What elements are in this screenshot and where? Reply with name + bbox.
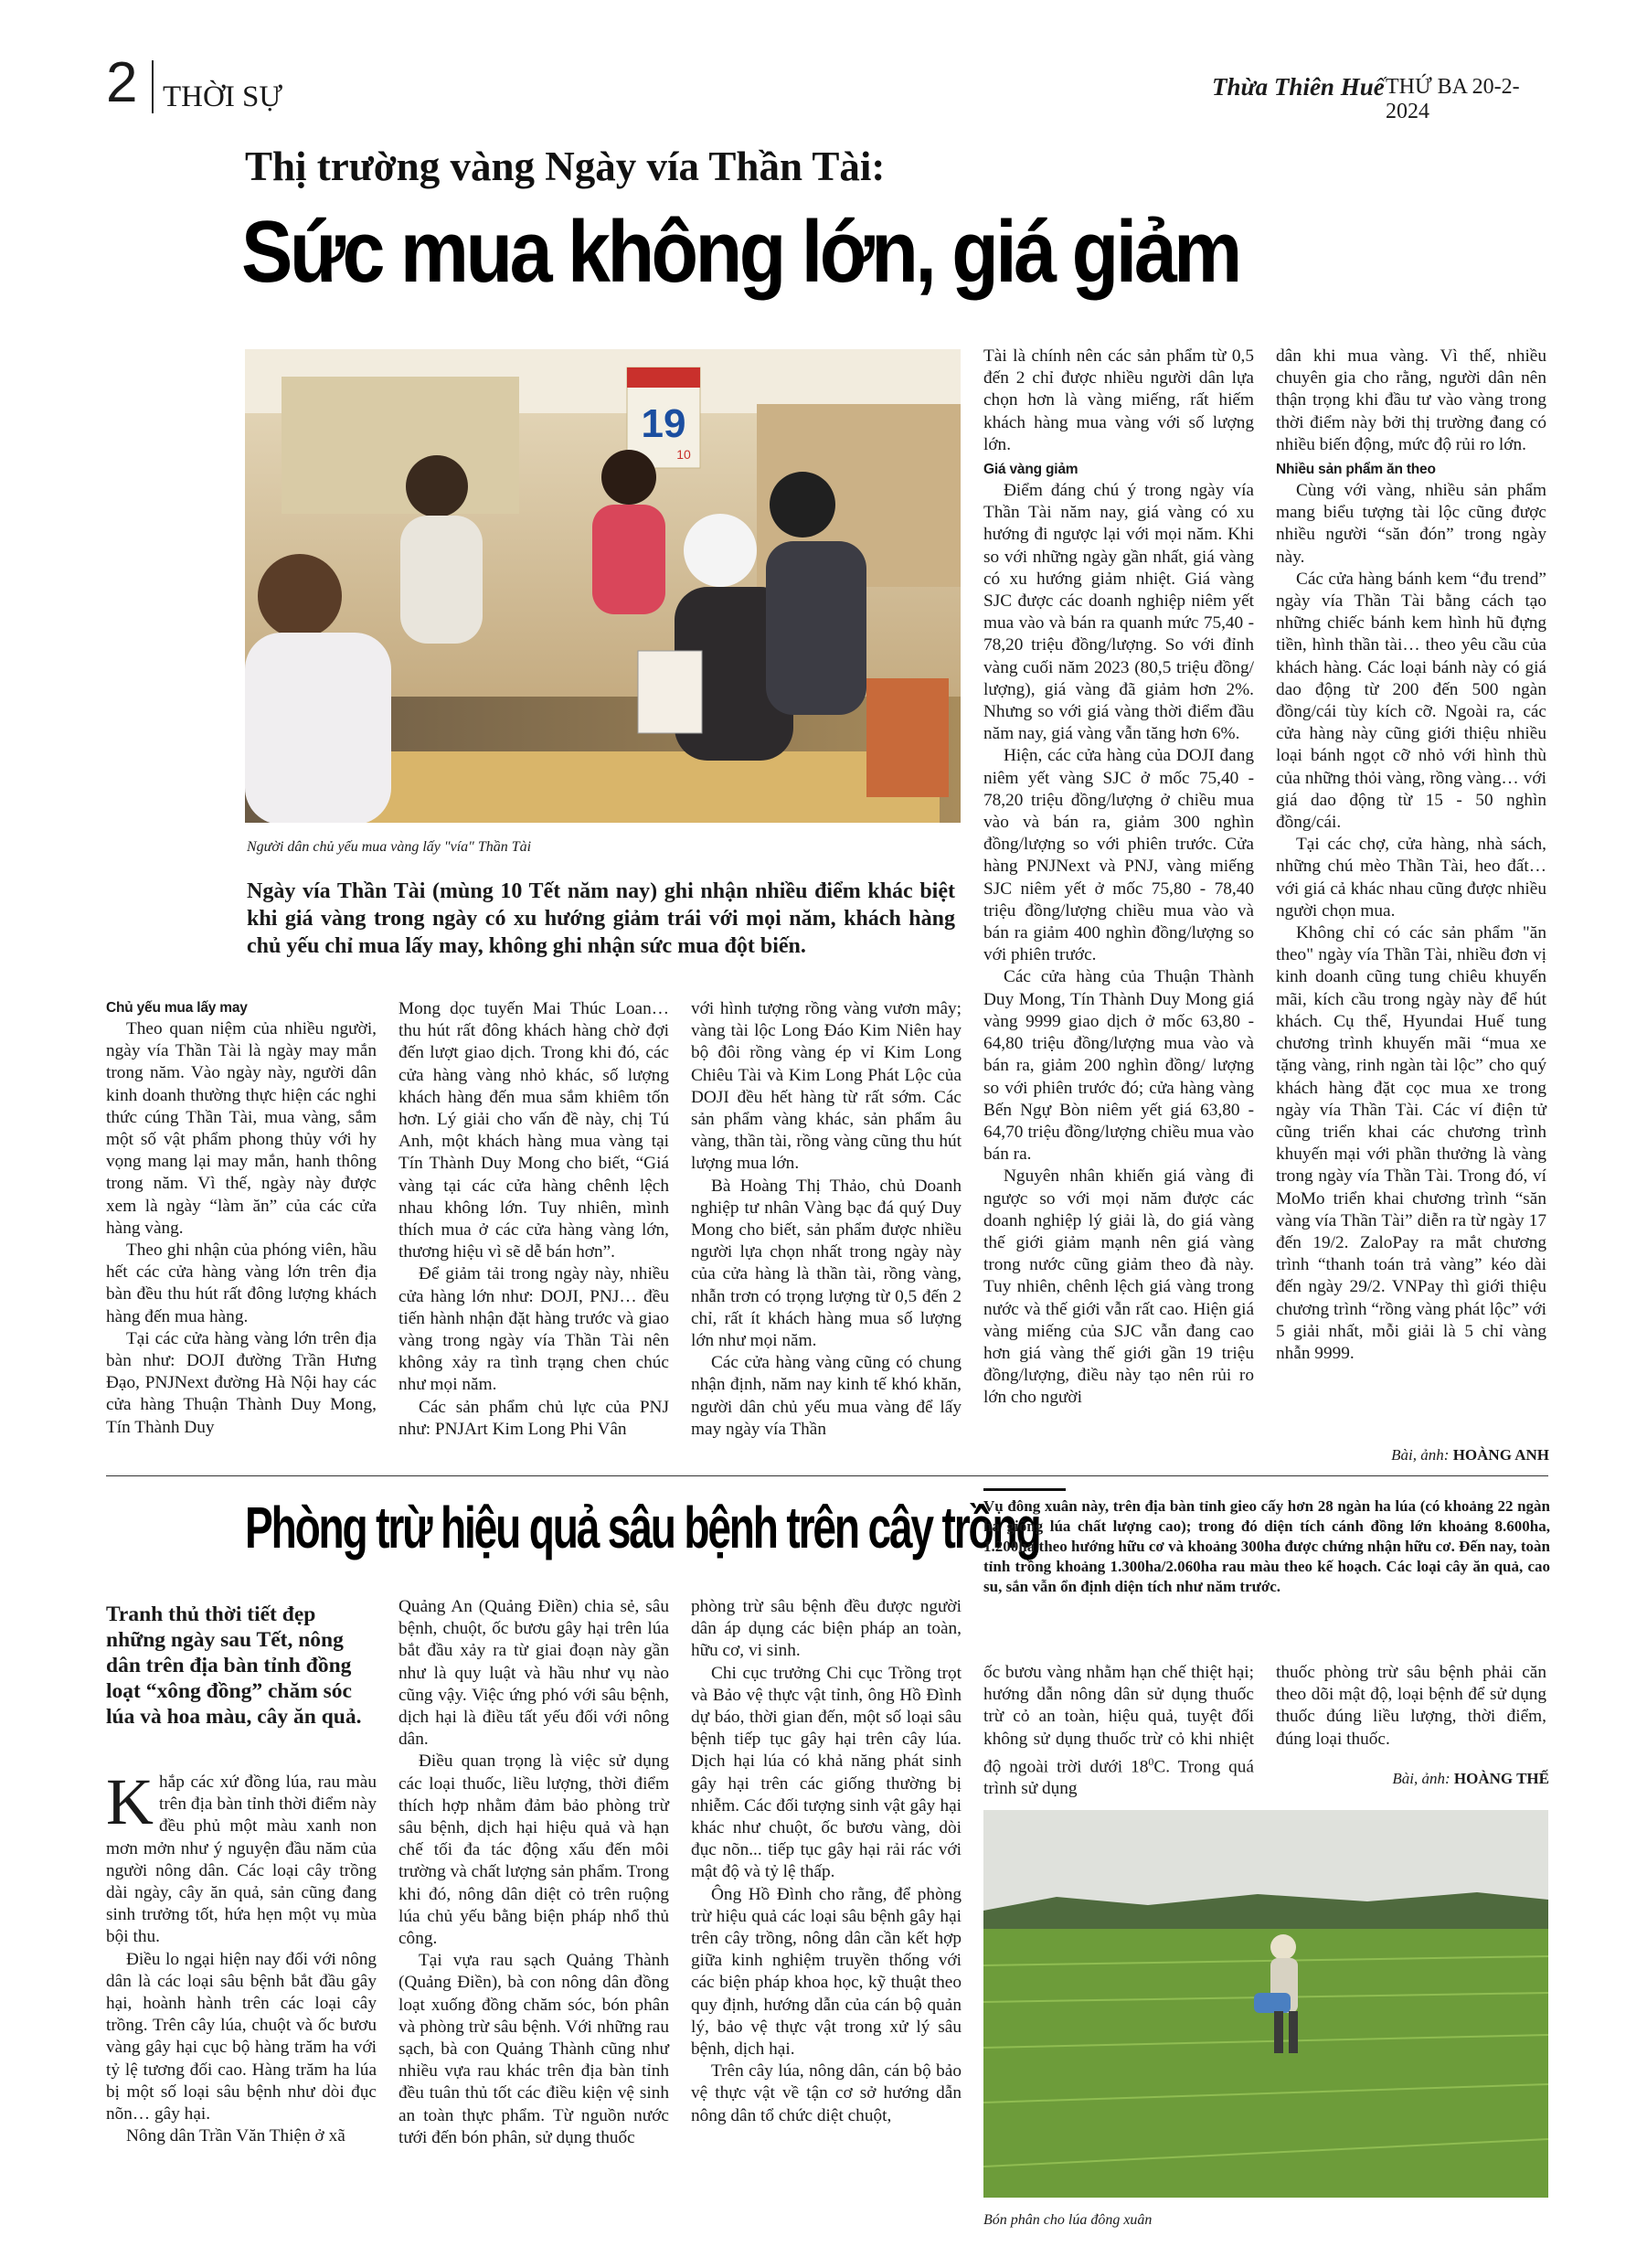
article-2-column-4 [983, 1662, 1254, 1801]
info-box-rule [983, 1488, 1066, 1491]
paragraph: Điểm đáng chú ý trong ngày vía Thần Tài năm nay, giá vàng có xu hướng đi ngược lại với mọi năm. Khi so với những ngày gần nhất, giá vàng có xu hướng giảm nhiệt. Giá vàng SJC được các doanh nghiệp niêm yết mua vào và bán ra quanh mức 75,40 - 78,20 triệu đồng/lượng. So với đỉnh vàng cuối năm 2023 (80,5 triệu đồng/ lượng), giá vàng đã giảm hơn 2%. Nhưng so với giá vàng thời điểm đầu năm nay, giá vàng vẫn tăng hơn 6%. [983, 481, 1254, 744]
text-part: C. Trong quá trình sử dụng [983, 1757, 1254, 1799]
article-headline: Sức mua không lớn, giá giảm [241, 203, 1239, 301]
paragraph: Điều lo ngại hiện nay đối với nông dân là các loại sâu bệnh bắt đầu gây hại, hoành hành trên các loại cây trồng. Trên cây lúa, chuột và ốc bươu vàng gây hại cục bộ hàng trăm ha với tỷ lệ tương đối cao. Hàng trăm ha lúa bị một số loại sâu bệnh như dòi đục nõn… gây hại. [106, 1949, 377, 2124]
page-header [106, 51, 1548, 123]
header-divider [152, 60, 154, 113]
paragraph: Cùng với vàng, nhiều sản phẩm mang biểu tượng tài lộc cũng được nhiều người “săn đón” trong ngày này. [1276, 481, 1546, 567]
byline-author: HOÀNG THẾ [1453, 1770, 1549, 1787]
degree-superscript: 0 [1148, 1754, 1154, 1768]
paragraph: Nguyên nhân khiến giá vàng đi ngược so với mọi năm được các doanh nghiệp lý giải là, do giá vàng thế giới giảm mạnh nên giá vàng trong nước cũng giảm theo đà này. Tuy nhiên, chênh lệch giá vàng trong nước và thế giới vẫn rất cao. Hiện giá vàng miếng của SJC vẫn đang cao hơn giá vàng thế giới gần 19 triệu đồng/lượng, điều này tạo nên rủi ro lớn cho người [983, 1166, 1254, 1408]
article-column-4 [983, 346, 1254, 1410]
paragraph: Điều quan trọng là việc sử dụng các loại thuốc, liều lượng, thời điểm thích hợp nhằm đảm bảo phòng trừ sâu bệnh, dịch hại hiệu quả và hạn chế tối đa tác động xấu đến môi trường và chất lượng sản phẩm. Trong khi đó, nông dân diệt cỏ trên ruộng lúa chủ yếu bằng biện pháp nhổ thủ công. [398, 1752, 669, 1949]
article-column-2 [398, 998, 669, 1441]
rice-field-photo [983, 1810, 1548, 2198]
paragraph: Tại các cửa hàng vàng lớn trên địa bàn như: DOJI đường Trần Hưng Đạo, PNJNext đường Hà Nội hay các cửa hàng Thuận Thành Duy Mong, Tín Thành Duy [106, 1328, 377, 1437]
paragraph: Các cửa hàng của Thuận Thành Duy Mong, Tín Thành Duy Mong giá vàng 9999 giao dịch ở mốc 63,80 - 64,80 triệu đồng/lượng mua vào và bán ra, giảm 200 nghìn đồng/ lượng so với phiên trước đó; cửa hàng vàng Bến Ngự Bòn niêm yết giá 63,80 - 64,70 triệu đồng/lượng chiều mua vào bán ra. [983, 967, 1254, 1165]
dropcap: K [106, 1765, 154, 1838]
paragraph: thuốc phòng trừ sâu bệnh phải căn theo dõi mật độ, loại bệnh để sử dụng thuốc đúng liều lượng, thời điểm, đúng loại thuốc. [1276, 1663, 1546, 1749]
article-sapo: Ngày vía Thần Tài (mùng 10 Tết năm nay) ghi nhận nhiều điểm khác biệt khi giá vàng trong ngày có xu hướng giảm trái với mọi năm, khách hàng chủ yếu chỉ mua lấy may, không ghi nhận sức mua đột biến. [247, 879, 955, 958]
paragraph: Nông dân Trần Văn Thiện ở xã [126, 2126, 345, 2146]
subheading-related-products: Nhiều sản phẩm ăn theo [1276, 462, 1436, 478]
paragraph: dân khi mua vàng. Vì thế, nhiều chuyên gia cho rằng, người dân nên thận trọng khi đầu tư vào vàng trong thời điểm này bởi thị trường đang có nhiều biến động, mức độ rủi ro lớn. [1276, 346, 1546, 454]
section-divider [106, 1475, 1548, 1476]
page-number: 2 [106, 51, 138, 114]
article-kicker: Thị trường vàng Ngày vía Thần Tài: [245, 144, 886, 189]
info-box-text: Vụ đông xuân này, trên địa bàn tỉnh gieo cấy hơn 28 ngàn ha lúa (có khoảng 22 ngàn ha giống lúa chất lượng cao); trong đó diện tích cánh đồng lớn khoảng 8.600ha, 1.200ha theo hướng hữu cơ và khoảng 300ha được chứng nhận hữu cơ. Đến nay, toàn tỉnh trồng khoảng 1.300ha/2.060ha rau màu theo kế hoạch. Các loại cây ăn quả, cao su, sắn vẫn ổn định diện tích như năm trước. [983, 1497, 1550, 1595]
info-box [983, 1488, 1550, 1597]
paragraph: Trên cây lúa, nông dân, cán bộ bảo vệ thực vật về tận cơ sở hướng dẫn nông dân tổ chức diệt chuột, [691, 2061, 962, 2125]
byline-author: HOÀNG ANH [1452, 1446, 1549, 1464]
paragraph: với hình tượng rồng vàng vươn mây; vàng tài lộc Long Đáo Kim Niên hay bộ đôi rồng vàng ép vỉ Kim Long Chiêu Tài và Kim Long Phát Lộc của DOJI đều hết hàng từ rất sớm. Các sản phẩm vàng khác, sản phẩm âu vàng, thần tài, rồng vàng cũng thu hút lượng mua lớn. [691, 999, 962, 1174]
paragraph: Các cửa hàng bánh kem “đu trend” ngày vía Thần Tài bằng cách tạo những chiếc bánh kem hình hũ đựng tiền, hình thần tài… theo yêu cầu của khách hàng. Các loại bánh này có giá dao động từ 200 đến 500 ngàn đồng/cái tùy kích cỡ. Ngoài ra, các cửa hàng này cũng giới thiệu nhiều loại bánh ngọt cỡ nhỏ với hình thù của những thỏi vàng, rồng vàng… với giá dao động từ 15 - 50 nghìn đồng/cái. [1276, 569, 1546, 833]
byline-prefix: Bài, ảnh: [1391, 1446, 1453, 1464]
gold-shop-illustration [245, 349, 961, 823]
byline [1325, 1446, 1549, 1464]
article-column-1 [106, 998, 377, 1439]
text-part: ốc bươu vàng nhằm hạn chế thiệt hại; hướng dẫn nông dân sử dụng thuốc trừ cỏ an toàn, hiệu quả, tuyệt đối không sử dụng thuốc trừ cỏ khi nhiệt độ ngoài trời dưới 18 [983, 1663, 1254, 1777]
calendar-lunar-day: 10 [676, 447, 691, 462]
paragraph: Chi cục trưởng Chi cục Trồng trọt và Bảo vệ thực vật tỉnh, ông Hồ Đình dự báo, thời gian đến, một số loại sâu bệnh tiếp tục gây hại trên cây lúa. Dịch hại lúa có khả năng phát sinh gây hại trên các giống thường bị nhiễm. Các đối tượng sinh vật gây hại khác như chuột, ốc bươu vàng, dòi đục nõn... tiếp tục gây hại rải rác với mật độ và tỷ lệ thấp. [691, 1663, 962, 1882]
masthead: Thừa Thiên Huế [1212, 73, 1385, 101]
article-2-column-1 [106, 1765, 377, 2147]
paragraph: Tài là chính nên các sản phẩm từ 0,5 đến 2 chỉ được nhiều người dân lựa chọn hơn là vàng miếng, rất hiếm khách hàng mua vàng với số lượng lớn. [983, 346, 1254, 454]
photo-caption-2: Bón phân cho lúa đông xuân [983, 2212, 1153, 2228]
calendar-day: 19 [641, 401, 686, 446]
paragraph: Hiện, các cửa hàng của DOJI đang niêm yết vàng SJC ở mốc 75,40 - 78,20 triệu đồng/lượng ở chiều mua vào và bán ra, giảm 300 nghìn đồng/lượng so với phiên trước. Cửa hàng PNJNext và PNJ, vàng miếng SJC niêm yết ở mốc 75,80 - 78,40 triệu đồng/lượng chiều mua vào và bán ra giảm 400 nghìn đồng/lượng so với phiên trước. [983, 746, 1254, 965]
rice-field-illustration [983, 1810, 1548, 2198]
subheading-price-drop: Giá vàng giảm [983, 462, 1079, 478]
article-column-3 [691, 998, 962, 1441]
article-2-column-3 [691, 1596, 962, 2127]
article-column-5 [1276, 346, 1546, 1365]
paragraph: Các sản phẩm chủ lực của PNJ như: PNJArt Kim Long Phi Vân [398, 1397, 669, 1439]
issue-date: THỨ BA 20-2-2024 [1386, 75, 1520, 123]
paragraph: Quảng An (Quảng Điền) chia sẻ, sâu bệnh, chuột, ốc bươu gây hại trên lúa bắt đầu xảy ra từ giai đoạn này gần như là quy luật và hầu như vụ nào cũng vậy. Việc ứng phó với sâu bệnh, dịch hại là điều tất yếu đối với nông dân. [398, 1597, 669, 1750]
paragraph: Tại vựa rau sạch Quảng Thành (Quảng Điền), bà con nông dân đồng loạt xuống đồng chăm sóc, bón phân và phòng trừ sâu bệnh. Với những rau sạch, bà con Quảng Thành cũng như nhiều vựa rau khác trên địa bàn tỉnh đều tuân thủ tốt các điều kiện vệ sinh an toàn thực phẩm. Từ nguồn nước tưới đến bón phân, sử dụng thuốc [398, 1951, 669, 2147]
article-2-headline: Phòng trừ hiệu quả sâu bệnh trên cây trồng [245, 1495, 1040, 1560]
paragraph: Các cửa hàng vàng cũng có chung nhận định, năm nay kinh tế khó khăn, người dân chủ yếu mua vàng để lấy may ngày vía Thần [691, 1353, 962, 1439]
section-label: THỜI SỰ [163, 80, 283, 113]
paragraph: Ông Hồ Đình cho rằng, để phòng trừ hiệu quả các loại sâu bệnh gây hại trên cây trồng, nông dân cần kết hợp giữa kinh nghiệm truyền thống với các biện pháp khoa học, kỹ thuật theo quy định, hướng dẫn của cán bộ quản lý, bảo vệ thực vật trong xử lý sâu bệnh, dịch hại. [691, 1884, 962, 2060]
lead-paragraph [106, 1765, 377, 1949]
paragraph [983, 1662, 1254, 1801]
paragraph: Theo ghi nhận của phóng viên, hầu hết các cửa hàng vàng lớn trên địa bàn đều thu hút rất đông lượng khách hàng đến mua hàng. [106, 1240, 377, 1326]
paragraph: Mong dọc tuyến Mai Thúc Loan… thu hút rất đông khách hàng chờ đợi đến lượt giao dịch. Trong khi đó, các cửa hàng vàng nhỏ khác, số lượng khách hàng đến mua sắm khiêm tốn hơn. Lý giải cho vấn đề này, chị Tú Anh, một khách hàng mua vàng tại Tín Thành Duy Mong cho biết, “Giá vàng tại các cửa hàng chênh lệch nhau không lớn. Tuy nhiên, mình thích mua ở các cửa hàng vàng lớn, thương hiệu vì sẽ dễ bán hơn”. [398, 999, 669, 1262]
lead-text: hắp các xứ đồng lúa, rau màu trên địa bàn tỉnh thời điểm này đều phủ một màu xanh non mơn mởn như ý nguyện đầu năm của người nông dân. Các loại cây trồng dài ngày, cây ăn quả, sản cũng đang sinh trưởng tốt, hứa hẹn một vụ mùa bội thu. [106, 1773, 377, 1947]
paragraph: Tại các chợ, cửa hàng, nhà sách, những chú mèo Thần Tài, heo đất… với giá cả khác nhau cũng được nhiều người chọn mua. [1276, 835, 1546, 921]
byline-prefix: Bài, ảnh: [1392, 1770, 1454, 1787]
photo-caption: Người dân chủ yếu mua vàng lấy "vía" Thần Tài [247, 839, 532, 855]
article-2-sapo: Tranh thủ thời tiết đẹp những ngày sau Tết, nông dân trên địa bàn tỉnh đồng loạt “xông đồng” chăm sóc lúa và hoa màu, cây ăn quả. [106, 1603, 362, 1729]
paragraph: Theo quan niệm của nhiều người, ngày vía Thần Tài là ngày may mắn trong năm. Vào ngày này, người dân kinh doanh thường thực hiện các nghi thức cúng Thần Tài, mua vàng, sắm một số vật phẩm phong thủy với hy vọng mang lại may mắn, hanh thông trong năm. Vì thế, ngày này được xem là ngày “làm ăn” của các cửa hàng vàng. [106, 1019, 377, 1238]
subheading-luck: Chủ yếu mua lấy may [106, 1000, 248, 1016]
paragraph: Để giảm tải trong ngày này, nhiều cửa hàng lớn như: DOJI, PNJ… đều tiến hành nhận đặt hàng trước và giao vàng trong ngày vía Thần Tài nên không xảy ra tình trạng chen chúc như mọi năm. [398, 1264, 669, 1395]
gold-shop-photo [245, 349, 961, 823]
paragraph: phòng trừ sâu bệnh đều được người dân áp dụng các biện pháp an toàn, hữu cơ, vi sinh. [691, 1597, 962, 1661]
article-2-column-5 [1276, 1662, 1546, 1751]
paragraph: Bà Hoàng Thị Thảo, chủ Doanh nghiệp tư nhân Vàng bạc đá quý Duy Mong cho biết, sản phẩm được nhiều người lựa chọn nhất trong ngày này của cửa hàng là thần tài, rồng vàng, nhẫn trơn có trọng lượng từ 0,5 đến 2 chỉ, rất ít khách hàng mua số lượng lớn như mọi năm. [691, 1176, 962, 1351]
byline-2 [1325, 1770, 1549, 1788]
article-2-column-2 [398, 1596, 669, 2149]
paragraph: Không chỉ có các sản phẩm "ăn theo" ngày vía Thần Tài, nhiều đơn vị kinh doanh cũng tung chiêu khuyến mãi, kích cầu trong ngày này để hút khách. Cụ thể, Hyundai Huế tung chương trình khuyến mãi “mua xe tặng vàng, rinh ngàn tài lộc” cho quý khách hàng đặt cọc mua xe trong ngày vía Thần Tài. Các ví điện tử cũng triển khai các chương trình khuyến mại với phần thưởng là vàng trong ngày vía Thần Tài. Trong đó, ví MoMo triển khai chương trình “săn vàng vía Thần Tài” diễn ra từ ngày 17 đến 19/2. ZaloPay ra mắt chương trình “thanh toán trả vàng” kéo dài đến ngày 29/2. VNPay thì giới thiệu chương trình “rồng vàng phát lộc” với 5 giải nhất, mỗi giải là 5 chỉ vàng nhẫn 9999. [1276, 923, 1546, 1363]
